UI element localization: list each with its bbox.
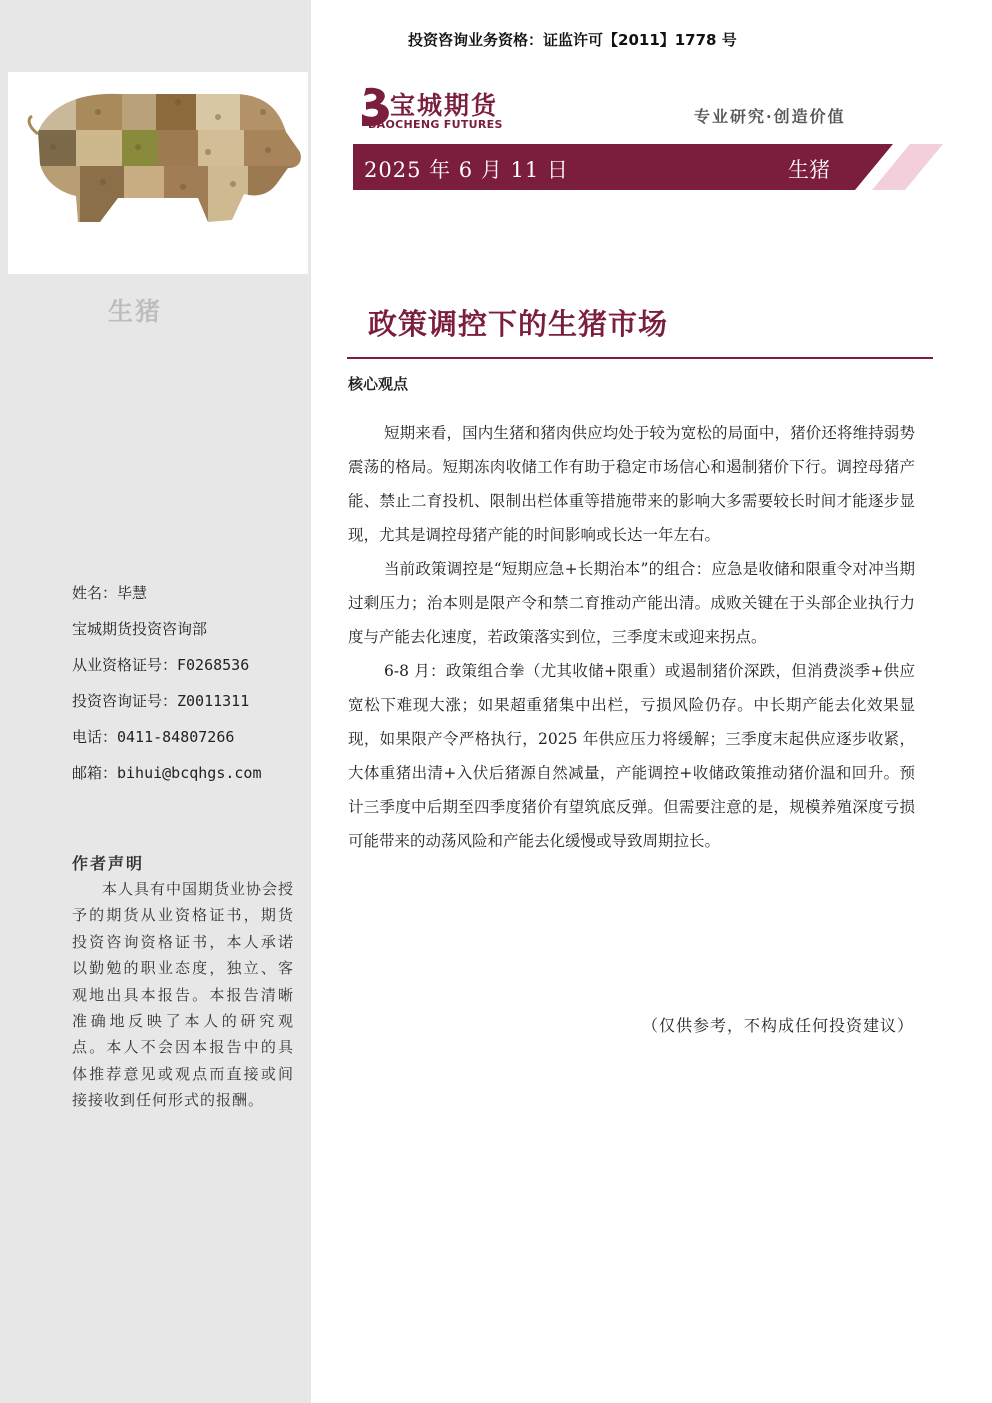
- report-body: [348, 416, 915, 858]
- report-title: 政策调控下的生猪市场: [368, 307, 669, 341]
- sidebar: [0, 0, 311, 1403]
- department: 宝城期货投资咨询部: [72, 620, 208, 638]
- consulting-number: 投资咨询证号：Z0011311: [72, 692, 250, 710]
- qualification-number: 从业资格证号：F0268536: [72, 656, 250, 674]
- slogan: 专业研究·创造价值: [694, 107, 846, 126]
- sidebar-category: 生猪: [108, 297, 163, 326]
- paragraph: 短期来看，国内生猪和猪肉供应均处于较为宽松的局面中，猪价还将维持弱势震荡的格局。短期冻肉收储工作有助于稳定市场信心和遏制猪价下行。调控母猪产能、禁止二育投机、限制出栏体重等措施带来的影响大多需要较长时间才能逐步显现，尤其是调控母猪产能的时间影响或长达一年左右。: [348, 424, 915, 544]
- declaration-title: 作者声明: [72, 854, 145, 873]
- license-line: 投资咨询业务资格：证监许可【2011】1778 号: [408, 31, 737, 49]
- paragraph: 当前政策调控是“短期应急+长期治本”的组合：应急是收储和限重令对冲当期过剩压力；治本则是限产令和禁二育推动产能出清。成败关键在于头部企业执行力度与产能去化速度，若政策落实到位，三季度末或迎来拐点。: [348, 560, 915, 646]
- declaration-body: 本人具有中国期货业协会授予的期货从业资格证书，期货投资咨询资格证书，本人承诺以勤勉的职业态度，独立、客观地出具本报告。本报告清晰准确地反映了本人的研究观点。本人不会因本报告中的具体推荐意见或观点而直接或间接接收到任何形式的报酬。: [72, 880, 295, 1110]
- title-divider: [347, 357, 933, 359]
- logo-subtitle: BAOCHENG FUTURES: [368, 118, 503, 131]
- disclaimer: （仅供参考，不构成任何投资建议）: [641, 1016, 914, 1035]
- report-category: 生猪: [788, 158, 830, 182]
- report-date: 2025 年 6 月 11 日: [364, 158, 569, 182]
- section-heading: 核心观点: [348, 375, 409, 393]
- phone: 电话：0411-84807266: [72, 728, 235, 746]
- paragraph: 6-8 月：政策组合拳（尤其收储+限重）或遏制猪价深跌，但消费淡季+供应宽松下难现大涨；如果超重猪集中出栏，亏损风险仍存。中长期产能去化效果显现，如果限产令严格执行，2025 年供应压力将缓解；三季度末起供应逐步收紧，大体重猪出清+入伏后猪源自然减量，产能调控+收储政策推动猪价温和回升。预计三季度中后期至四季度猪价有望筑底反弹。但需要注意的是，规模养殖深度亏损可能带来的动荡风险和产能去化缓慢或导致周期拉长。: [348, 662, 915, 850]
- logo-text: 宝城期货: [390, 91, 499, 120]
- author-name: 姓名：毕慧: [72, 584, 148, 602]
- pig-illustration: [8, 72, 308, 274]
- email: 邮箱：bihui@bcqhgs.com: [72, 764, 262, 782]
- author-contact: [72, 582, 262, 798]
- pig-grain-collage-icon: [8, 72, 308, 274]
